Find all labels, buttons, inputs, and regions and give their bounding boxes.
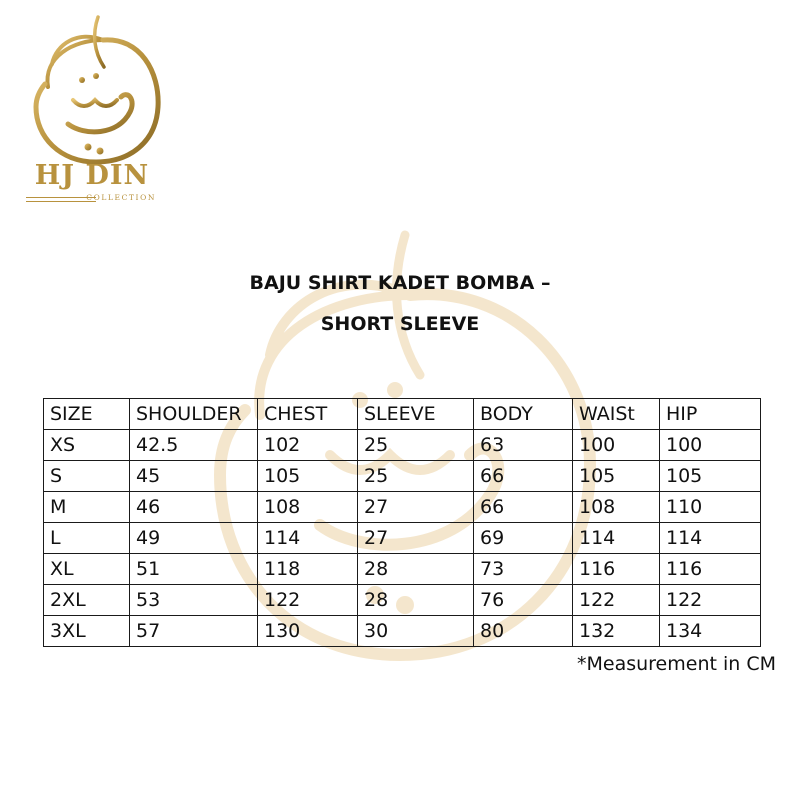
table-cell: 108: [573, 492, 660, 523]
table-cell: L: [44, 523, 130, 554]
table-cell: 27: [358, 492, 474, 523]
table-row: [44, 585, 761, 616]
table-cell: M: [44, 492, 130, 523]
table-cell: 66: [474, 492, 573, 523]
brand-name: HJ DIN: [34, 160, 150, 191]
table-cell: 53: [130, 585, 258, 616]
table-cell: XS: [44, 430, 130, 461]
table-cell: 28: [358, 554, 474, 585]
table-cell: 2XL: [44, 585, 130, 616]
size-chart-table: [43, 398, 761, 647]
table-cell: 134: [660, 616, 761, 647]
table-cell: 25: [358, 430, 474, 461]
table-cell: 49: [130, 523, 258, 554]
table-cell: 114: [573, 523, 660, 554]
table-row: [44, 554, 761, 585]
table-cell: 57: [130, 616, 258, 647]
table-cell: 3XL: [44, 616, 130, 647]
column-header: SLEEVE: [358, 399, 474, 430]
column-header: WAISt: [573, 399, 660, 430]
brand-subtitle: COLLECTION: [86, 193, 156, 202]
table-cell: S: [44, 461, 130, 492]
table-cell: 63: [474, 430, 573, 461]
page-title-line-1: BAJU SHIRT KADET BOMBA –: [249, 272, 551, 294]
table-cell: 122: [573, 585, 660, 616]
table-cell: 118: [258, 554, 358, 585]
table-cell: 100: [573, 430, 660, 461]
table-cell: 105: [258, 461, 358, 492]
table-cell: 114: [660, 523, 761, 554]
table-cell: 76: [474, 585, 573, 616]
table-cell: 100: [660, 430, 761, 461]
table-cell: 73: [474, 554, 573, 585]
table-cell: 102: [258, 430, 358, 461]
table-cell: 25: [358, 461, 474, 492]
table-cell: 66: [474, 461, 573, 492]
table-cell: 51: [130, 554, 258, 585]
table-cell: 114: [258, 523, 358, 554]
table-cell: 28: [358, 585, 474, 616]
measurement-note: *Measurement in CM: [577, 653, 776, 675]
table-cell: 122: [660, 585, 761, 616]
table-cell: 42.5: [130, 430, 258, 461]
column-header: HIP: [660, 399, 761, 430]
column-header: SIZE: [44, 399, 130, 430]
column-header: BODY: [474, 399, 573, 430]
table-cell: 46: [130, 492, 258, 523]
table-cell: 122: [258, 585, 358, 616]
column-header: CHEST: [258, 399, 358, 430]
table-cell: 130: [258, 616, 358, 647]
table-header-row: [44, 399, 761, 430]
table-cell: 105: [573, 461, 660, 492]
table-cell: 116: [573, 554, 660, 585]
table-cell: 110: [660, 492, 761, 523]
table-cell: 45: [130, 461, 258, 492]
page-title-line-2: SHORT SLEEVE: [320, 313, 480, 335]
table-row: [44, 616, 761, 647]
table-cell: 27: [358, 523, 474, 554]
table-cell: 108: [258, 492, 358, 523]
table-cell: XL: [44, 554, 130, 585]
table-cell: 116: [660, 554, 761, 585]
table-cell: 132: [573, 616, 660, 647]
table-row: [44, 523, 761, 554]
table-cell: 69: [474, 523, 573, 554]
table-row: [44, 430, 761, 461]
table-row: [44, 492, 761, 523]
table-row: [44, 461, 761, 492]
table-cell: 105: [660, 461, 761, 492]
table-cell: 30: [358, 616, 474, 647]
column-header: SHOULDER: [130, 399, 258, 430]
table-cell: 80: [474, 616, 573, 647]
